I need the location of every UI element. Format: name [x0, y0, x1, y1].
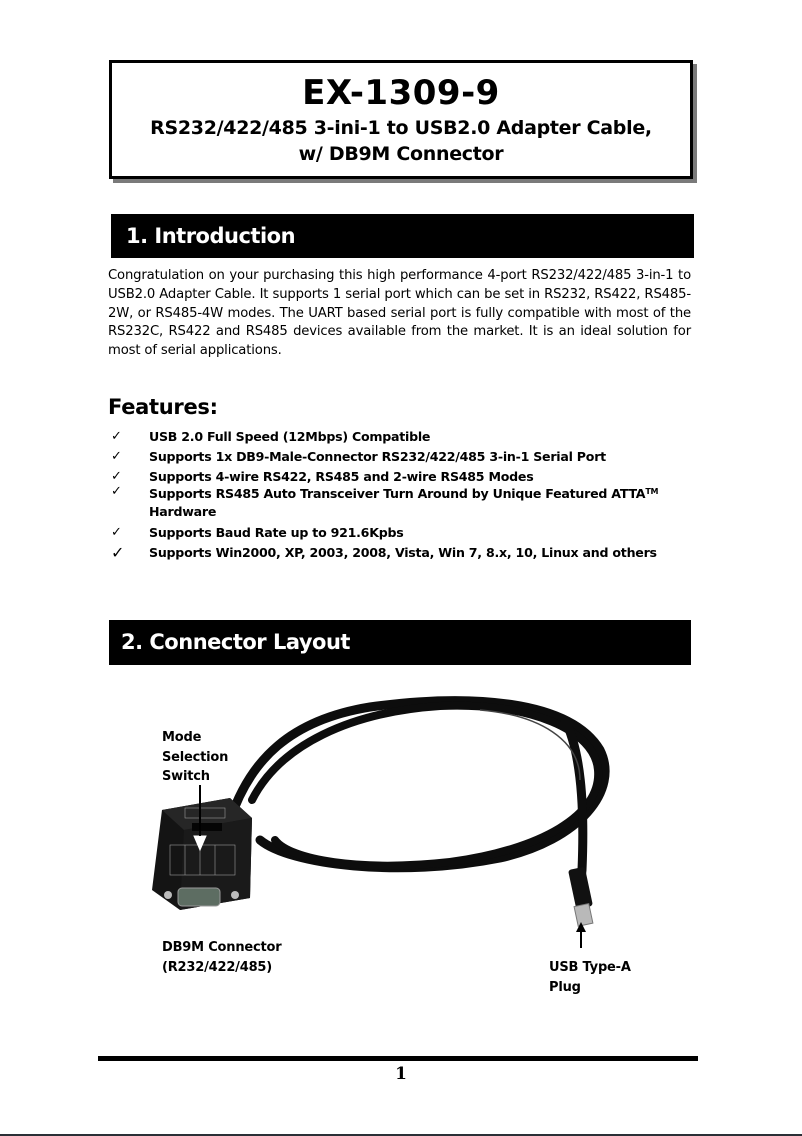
trademark-mark: TM [645, 487, 659, 496]
callout-usb-type-a-plug [549, 958, 631, 997]
feature-text-continuation: Hardware [149, 504, 217, 519]
callout-line: Mode [162, 730, 202, 745]
section-header-connector-layout [109, 620, 691, 665]
footer-divider [98, 1056, 698, 1061]
checkmark-icon: ✓ [111, 484, 122, 499]
callout-line: (R232/422/485) [162, 959, 272, 975]
db9-connector-body [152, 798, 252, 910]
feature-text: USB 2.0 Full Speed (12Mbps) Compatible [149, 429, 431, 444]
section-title: 1. Introduction [126, 224, 296, 248]
section-title: 2. Connector Layout [121, 630, 350, 654]
callout-line: DB9M Connector [162, 940, 282, 955]
usb-plug-icon [568, 867, 593, 927]
product-subtitle-line1: RS232/422/485 3-ini-1 to USB2.0 Adapter Cable, [150, 117, 652, 139]
checkmark-icon: ✓ [111, 469, 122, 484]
feature-item [108, 427, 708, 446]
features-heading: Features: [108, 395, 218, 419]
feature-text: Supports Win2000, XP, 2003, 2008, Vista, Win 7, 8.x, 10, Linux and others [149, 545, 657, 560]
callout-line: USB Type-A [549, 960, 631, 975]
feature-item [108, 523, 708, 542]
callout-line: Plug [549, 979, 581, 995]
callout-db9m-connector [162, 938, 281, 977]
feature-text: Supports Baud Rate up to 921.6Kpbs [149, 525, 404, 540]
checkmark-icon: ✓ [111, 543, 125, 562]
feature-item [108, 447, 708, 466]
page-number: 1 [395, 1064, 407, 1084]
callout-line: Selection [162, 749, 229, 765]
introduction-paragraph: Congratulation on your purchasing this high performance 4-port RS232/422/485 3-in-1 to USB2.0 Adapter Cable. It supports 1 serial port which can be set in RS232, RS422, RS485-2W, or RS485-4W modes. The UART based serial port is fully compatible with most of the RS232C, RS422 and RS485 devices available from the market. It is an ideal solution for most of serial applications. [108, 268, 691, 359]
callout-line: Switch [162, 769, 210, 784]
checkmark-icon: ✓ [111, 449, 122, 464]
title-box [109, 60, 693, 179]
section-header-introduction [111, 214, 694, 258]
feature-text: Supports 1x DB9-Male-Connector RS232/422/485 3-in-1 Serial Port [149, 449, 606, 464]
feature-text: Supports 4-wire RS422, RS485 and 2-wire RS485 Modes [149, 469, 534, 484]
product-subtitle-line2: w/ DB9M Connector [298, 143, 504, 165]
feature-item [108, 543, 708, 562]
checkmark-icon: ✓ [111, 525, 122, 540]
features-list [108, 427, 708, 562]
callout-mode-selection-switch [162, 728, 228, 787]
product-model-title: EX-1309-9 [302, 73, 500, 113]
feature-text: Supports RS485 Auto Transceiver Turn Around by Unique Featured ATTA [149, 486, 646, 501]
feature-item [108, 483, 708, 521]
checkmark-icon: ✓ [111, 429, 122, 444]
